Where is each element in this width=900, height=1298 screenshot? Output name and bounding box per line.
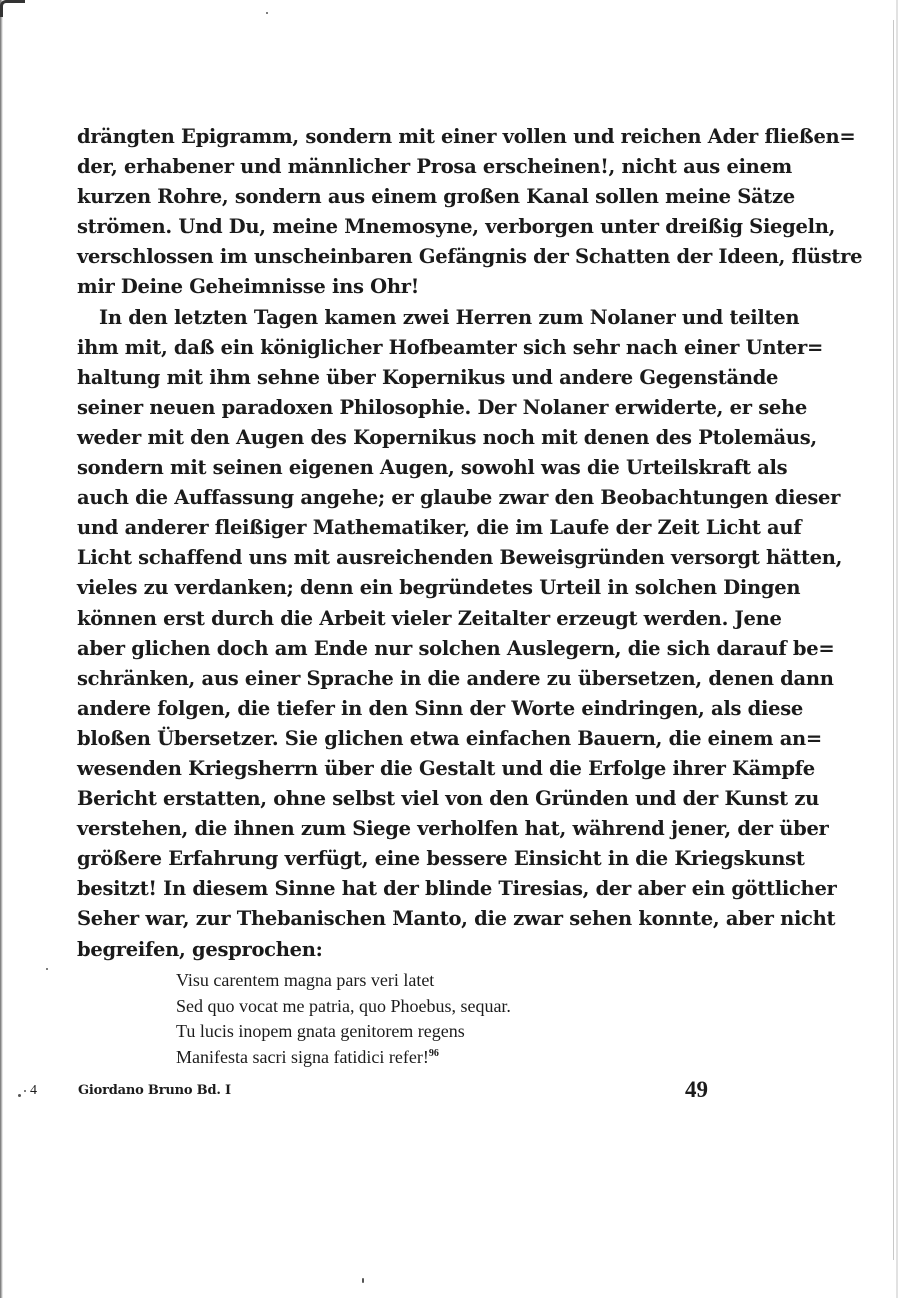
text-line: verschlossen im unscheinbaren Gefängnis der Schatten der Ideen, flüstre xyxy=(77,245,863,269)
scan-speck xyxy=(362,1278,364,1283)
scan-speck xyxy=(266,12,268,14)
text-line: In den letzten Tagen kamen zwei Herren zum Nolaner und teilten xyxy=(99,305,800,329)
text-line: mir Deine Geheimnisse ins Ohr! xyxy=(77,275,419,299)
text-line: können erst durch die Arbeit vieler Zeitalter erzeugt werden. Jene xyxy=(77,606,782,630)
verse-line: Tu lucis inopem gnata genitorem regens xyxy=(176,1021,465,1041)
text-line: besitzt! In diesem Sinne hat der blinde Tiresias, der aber ein göttlicher xyxy=(77,877,837,901)
scan-speck xyxy=(18,1094,21,1097)
text-line: vieles zu verdanken; denn ein begründetes Urteil in solchen Dingen xyxy=(77,576,801,600)
scan-speck xyxy=(46,968,48,970)
text-line: kurzen Rohre, sondern aus einem großen Kanal sollen meine Sätze xyxy=(77,185,795,209)
text-line: Bericht erstatten, ohne selbst viel von den Gründen und der Kunst zu xyxy=(77,787,819,811)
signature-title: Giordano Bruno Bd. I xyxy=(78,1083,231,1098)
text-line: und anderer fleißiger Mathematiker, die im Laufe der Zeit Licht auf xyxy=(77,516,802,540)
text-line: schränken, aus einer Sprache in die andere zu übersetzen, denen dann xyxy=(77,666,834,690)
text-line: verstehen, die ihnen zum Siege verholfen hat, während jener, der über xyxy=(77,817,829,841)
text-line: Licht schaffend uns mit ausreichenden Beweisgründen versorgt hätten, xyxy=(77,546,843,570)
scan-edge-right xyxy=(893,20,894,1260)
scan-corner-mark xyxy=(0,0,25,17)
text-line: strömen. Und Du, meine Mnemosyne, verborgen unter dreißig Siegeln, xyxy=(77,215,836,239)
text-line: ihm mit, daß ein königlicher Hofbeamter sich sehr nach einer Unter= xyxy=(77,335,824,359)
paragraph-1 xyxy=(77,122,863,303)
text-line: haltung mit ihm sehne über Kopernikus und andere Gegenstände xyxy=(77,365,779,389)
text-line: Seher war, zur Thebanischen Manto, die zwar sehen konnte, aber nicht xyxy=(77,907,836,931)
text-line: größere Erfahrung verfügt, eine bessere Einsicht in die Kriegskunst xyxy=(77,847,805,871)
body-text xyxy=(77,122,863,965)
text-line: seiner neuen paradoxen Philosophie. Der Nolaner erwiderte, er sehe xyxy=(77,395,807,419)
text-line: andere folgen, die tiefer in den Sinn der Worte eindringen, als diese xyxy=(77,696,803,720)
text-line: wesenden Kriegsherrn über die Gestalt und die Erfolge ihrer Kämpfe xyxy=(77,756,815,780)
text-line: bloßen Übersetzer. Sie glichen etwa einfachen Bauern, die einem an= xyxy=(77,726,822,750)
latin-verse-quote xyxy=(176,968,511,1070)
scan-edge-right-shadow xyxy=(896,0,898,1298)
text-line: der, erhabener und männlicher Prosa erscheinen!, nicht aus einem xyxy=(77,155,793,179)
text-line: drängten Epigramm, sondern mit einer vollen und reichen Ader fließen= xyxy=(77,125,856,148)
paragraph-2 xyxy=(77,303,843,965)
signature-number: 4 xyxy=(30,1083,37,1098)
verse-line: Visu carentem magna pars veri latet xyxy=(176,970,435,990)
verse-line: Sed quo vocat me patria, quo Phoebus, sequar. xyxy=(176,995,511,1016)
text-line: weder mit den Augen des Kopernikus noch mit denen des Ptolemäus, xyxy=(77,425,817,449)
text-line: begreifen, gesprochen: xyxy=(77,937,323,961)
page-number: 49 xyxy=(685,1077,708,1102)
footnote-reference: 96 xyxy=(428,1047,439,1059)
text-line: sondern mit seinen eigenen Augen, sowohl was die Urteilskraft als xyxy=(77,456,788,480)
scan-edge-left xyxy=(0,0,3,1298)
verse-line-last xyxy=(176,1045,511,1071)
text-line: auch die Auffassung angehe; er glaube zwar den Beobachtungen dieser xyxy=(77,486,841,510)
text-line: aber glichen doch am Ende nur solchen Auslegern, die sich darauf be= xyxy=(77,636,835,660)
scan-speck xyxy=(24,1090,26,1092)
verse-line-text: Manifesta sacri signa fatidici refer! xyxy=(176,1046,429,1067)
